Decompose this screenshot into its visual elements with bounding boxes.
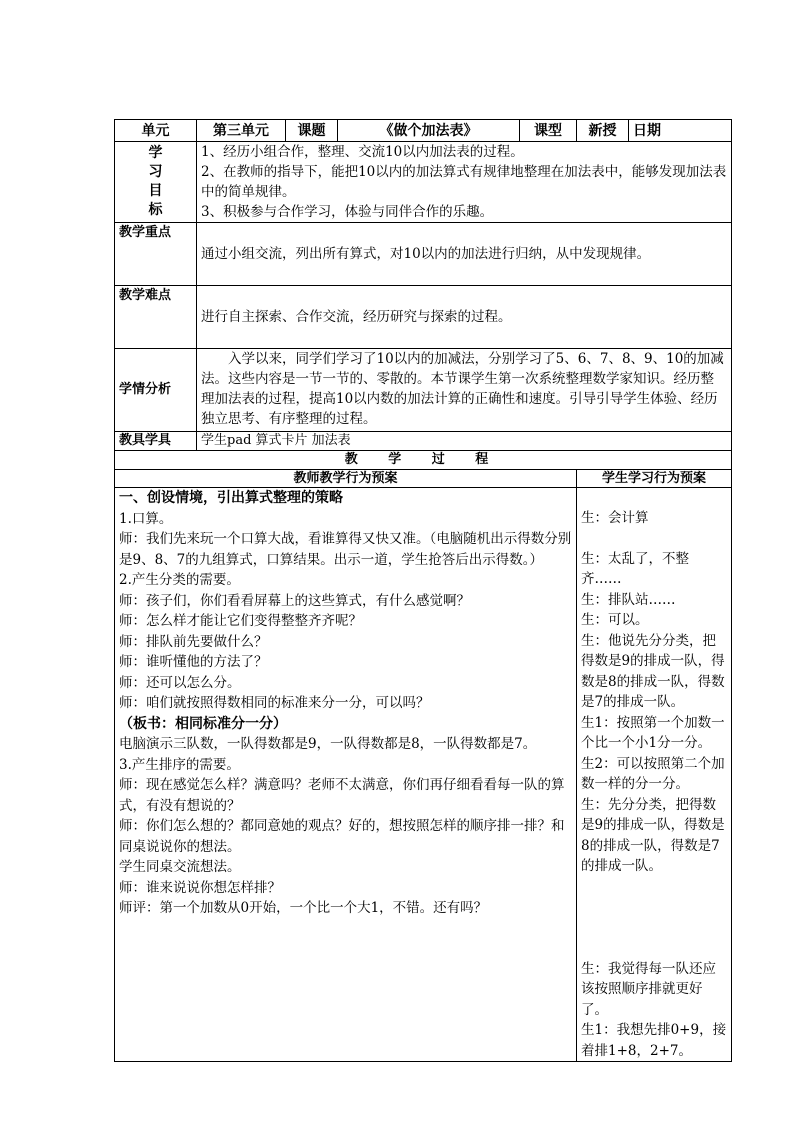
student-line: 生1：按照第一个加数一个比一个小1分一分。 [581,714,725,751]
goals-label-char: 学 [148,145,163,161]
difficulties-row [115,286,732,349]
lesson-plan-table [114,119,732,1062]
student-line: 生1：我想先排0+9，接着排1+8，2+7。 [581,1022,727,1059]
student-line: 生：他说先分分类，把得数是9的排成一队，得数是8的排成一队，得数是7的排成一队。 [581,632,725,710]
date-label: 日期 [633,122,661,139]
header-row [115,120,732,142]
analysis-row [115,349,732,432]
student-line: 生：会计算 [581,510,649,526]
analysis-text: 入学以来，同学们学习了10以内的加减法，分别学习了5、6、7、8、9、10的加减法。这些内容是一节一节的、零散的。本节课学生第一次系统整理数学家知识。经历整理加法表的过程，提高10以内数的加法计算的正确性和速度。引导引导学生体验、经历独立思考、有序整理的过程。 [197,349,732,432]
goals-label-char: 习 [148,164,163,180]
type-label: 课型 [520,120,577,142]
teacher-line: 师：我们先来玩一个口算大战，看谁算得又快又准。（电脑随机出示得数分别是9、8、7的九组算式，口算结果。出示一道，学生抢答后出示得数。） [119,531,572,568]
difficulties-text: 进行自主探索、合作交流，经历研究与探索的过程。 [197,286,732,349]
unit-label: 单元 [115,120,197,142]
process-title: 教 学 过 程 [115,451,732,470]
student-line: 生：先分分类，把得数是9的排成一队，得数是8的排成一队，得数是7的排成一队。 [581,796,725,874]
teacher-line: 师：谁来说说你想怎样排？ [119,879,281,896]
key-points-text: 通过小组交流，列出所有算式，对10以内的加法进行归纳，从中发现规律。 [197,223,732,286]
goal-item: 2、在教师的指导下，能把10以内的加法算式有规律地整理在加法表中，能够发现加法表中的简单规律。 [201,164,727,200]
student-line: 生：排队站…… [581,591,676,608]
goals-label-char: 标 [148,202,163,218]
topic-label: 课题 [286,120,338,142]
teacher-line: 电脑演示三队数，一队得数都是9，一队得数都是8，一队得数都是7。 [119,736,537,752]
topic-value: 《做个加法表》 [338,120,520,142]
tools-row [115,432,732,451]
teacher-line: 师：咱们就按照得数相同的标准来分一分，可以吗？ [119,695,430,711]
goal-item: 3、积极参与合作学习，体验与同伴合作的乐趣。 [201,204,494,220]
student-line: 生：可以。 [581,612,649,628]
lesson-plan-page [114,119,731,1062]
process-columns-row [115,470,732,488]
student-column-title: 学生学习行为预案 [577,470,732,488]
goals-content [197,142,732,223]
teacher-column [115,488,577,1062]
section-heading: 一、创设情境，引出算式整理的策略 [119,490,343,506]
teacher-line: 3.产生排序的需要。 [119,756,240,773]
student-line: 生：太乱了，不整齐…… [581,550,689,587]
teacher-line: 2.产生分类的需要。 [119,572,240,588]
teacher-line: 师：你们怎么想的？都同意她的观点？好的，想按照怎样的顺序排一排？和同桌说说你的想法。 [119,818,565,855]
goals-label-char: 目 [148,183,163,199]
student-line: 生2：可以按照第二个加数一样的分一分。 [581,755,725,792]
teacher-line: 1.口算。 [119,510,173,527]
teacher-line: 师：还可以怎么分。 [119,674,241,691]
goal-item: 1、经历小组合作，整理、交流10以内加法表的过程。 [201,144,524,160]
student-column [577,488,732,1062]
teacher-line: 师：孩子们，你们看看屏幕上的这些算式，有什么感觉啊？ [119,592,470,609]
analysis-label: 学情分析 [115,349,197,432]
teacher-line: 师：怎么样才能让它们变得整整齐齐呢？ [119,613,362,629]
process-title-row [115,451,732,470]
teacher-line: 师：现在感觉怎么样？满意吗？老师不太满意，你们再仔细看看每一队的算式，有没有想说的？ [119,777,565,814]
goals-row [115,142,732,223]
teacher-line: 师评：第一个加数从0开始，一个比一个大1，不错。还有吗？ [119,900,488,916]
difficulties-label: 教学难点 [115,286,197,349]
teacher-line: 师：谁听懂他的方法了？ [119,654,268,670]
tools-text: 学生pad 算式卡片 加法表 [197,432,732,451]
teacher-line: 师：排队前先要做什么？ [119,633,268,650]
teacher-line: 学生同桌交流想法。 [119,859,241,875]
date-field [629,120,732,142]
key-points-label: 教学重点 [115,223,197,286]
process-body-row [115,488,732,1062]
teacher-column-title: 教师教学行为预案 [115,470,577,488]
key-points-row [115,223,732,286]
student-line: 生：我觉得每一队还应该按照顺序排就更好了。 [581,960,716,1018]
board-note: （板书：相同标准分一分） [119,715,287,732]
unit-value: 第三单元 [197,120,286,142]
goals-label [115,142,197,223]
type-value: 新授 [577,120,629,142]
tools-label: 教具学具 [115,432,197,451]
